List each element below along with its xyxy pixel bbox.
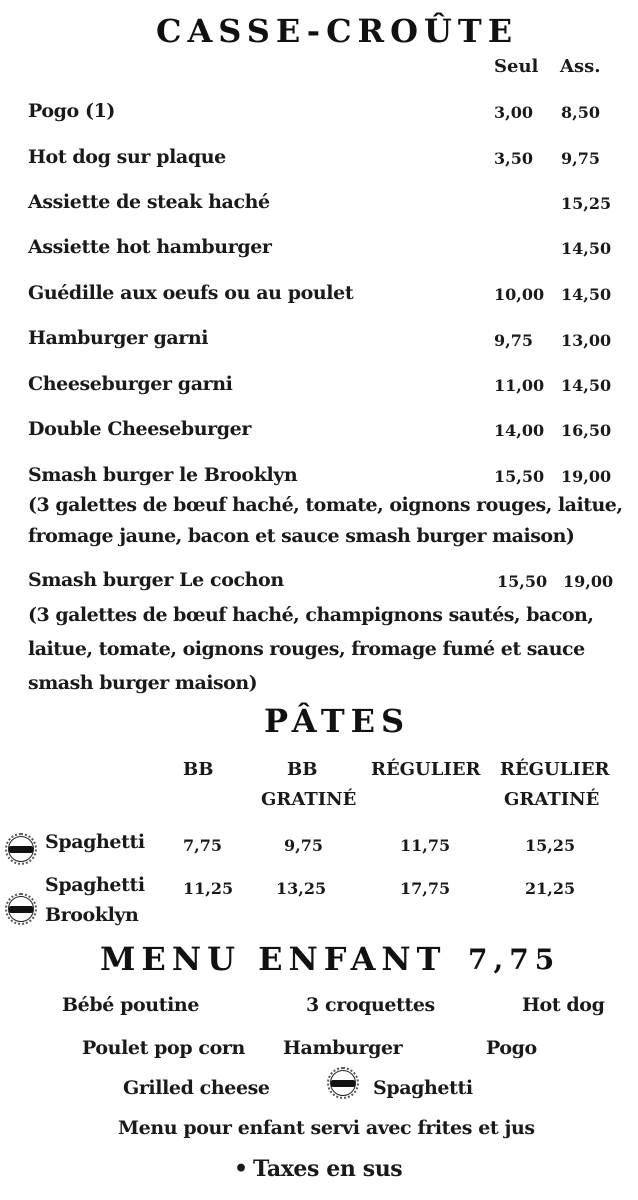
pates-item-name-line2: Brooklyn bbox=[45, 904, 139, 926]
pates-header-bb-gratine-2: GRATINÉ bbox=[261, 789, 357, 810]
kid-option: Bébé poutine bbox=[62, 994, 200, 1016]
pates-header-regulier-gratine-2: GRATINÉ bbox=[504, 789, 600, 810]
menu-item-name: Cheeseburger garni bbox=[28, 373, 233, 395]
menu-item-price-ass: 9,75 bbox=[561, 149, 600, 168]
restaurant-badge-icon bbox=[8, 896, 34, 922]
restaurant-badge-icon bbox=[330, 1070, 356, 1096]
kid-option: 3 croquettes bbox=[306, 994, 435, 1016]
menu-item-name: Hot dog sur plaque bbox=[28, 146, 226, 168]
menu-item-name: Smash burger Le cochon bbox=[28, 569, 284, 591]
menu-item-price-seul: 3,50 bbox=[494, 149, 533, 168]
pates-price-regulier: 11,75 bbox=[400, 836, 451, 855]
kid-option: Poulet pop corn bbox=[82, 1037, 245, 1059]
menu-item-description: fromage jaune, bacon et sauce smash burger maison) bbox=[28, 525, 575, 547]
menu-item-price-ass: 19,00 bbox=[563, 572, 614, 591]
kid-menu-note: Menu pour enfant servi avec frites et jus bbox=[118, 1117, 535, 1139]
menu-item-name: Smash burger le Brooklyn bbox=[28, 464, 298, 486]
kid-option: Hot dog bbox=[522, 994, 605, 1016]
menu-item-description: laitue, tomate, oignons rouges, fromage fumé et sauce bbox=[28, 638, 585, 660]
menu-item-description: (3 galettes de bœuf haché, champignons sautés, bacon, bbox=[28, 604, 594, 626]
pates-price-bb: 7,75 bbox=[183, 836, 222, 855]
menu-item-price-seul: 15,50 bbox=[497, 572, 548, 591]
pates-price-bb-gratine: 13,25 bbox=[276, 879, 327, 898]
pates-header-bb: BB bbox=[183, 759, 214, 780]
menu-item-price-ass: 13,00 bbox=[561, 331, 612, 350]
bullet-icon: • bbox=[234, 1156, 248, 1182]
kid-option: Pogo bbox=[486, 1037, 537, 1059]
kid-option: Hamburger bbox=[283, 1037, 403, 1059]
menu-item-price-seul: 11,00 bbox=[494, 376, 545, 395]
menu-item-price-ass: 16,50 bbox=[561, 421, 612, 440]
menu-item-name: Pogo (1) bbox=[28, 100, 116, 122]
menu-item-price-seul: 14,00 bbox=[494, 421, 545, 440]
pates-price-regulier-gratine: 15,25 bbox=[525, 836, 576, 855]
menu-enfant-price: 7,75 bbox=[468, 943, 561, 976]
pates-title: PÂTES bbox=[264, 702, 411, 740]
pates-item-name: Spaghetti bbox=[45, 874, 145, 896]
menu-item-price-ass: 14,50 bbox=[561, 376, 612, 395]
menu-item-price-ass: 14,50 bbox=[561, 285, 612, 304]
menu-item-price-seul: 10,00 bbox=[494, 285, 545, 304]
menu-item-name: Hamburger garni bbox=[28, 327, 209, 349]
pates-header-bb-gratine-1: BB bbox=[287, 759, 318, 780]
menu-item-name: Assiette hot hamburger bbox=[28, 236, 272, 258]
menu-item-name: Double Cheeseburger bbox=[28, 418, 251, 440]
menu-item-description: smash burger maison) bbox=[28, 672, 258, 694]
pates-header-regulier: RÉGULIER bbox=[371, 759, 481, 780]
menu-item-price-ass: 15,25 bbox=[561, 194, 612, 213]
menu-item-name: Assiette de steak haché bbox=[28, 191, 270, 213]
restaurant-badge-icon bbox=[8, 836, 34, 862]
pates-header-regulier-gratine-1: RÉGULIER bbox=[500, 759, 610, 780]
menu-item-description: (3 galettes de bœuf haché, tomate, oignons rouges, laitue, bbox=[28, 494, 623, 516]
kid-option: Grilled cheese bbox=[123, 1077, 270, 1099]
pates-item-name: Spaghetti bbox=[45, 831, 145, 853]
pates-price-bb: 11,25 bbox=[183, 879, 234, 898]
pates-price-bb-gratine: 9,75 bbox=[284, 836, 323, 855]
menu-item-name: Guédille aux oeufs ou au poulet bbox=[28, 282, 354, 304]
menu-item-price-seul: 9,75 bbox=[494, 331, 533, 350]
col-header-ass: Ass. bbox=[560, 56, 601, 77]
menu-item-price-seul: 15,50 bbox=[494, 467, 545, 486]
menu-item-price-seul: 3,00 bbox=[494, 103, 533, 122]
menu-enfant-title: MENU ENFANT bbox=[100, 940, 447, 978]
col-header-seul: Seul bbox=[494, 56, 539, 77]
menu-item-price-ass: 8,50 bbox=[561, 103, 600, 122]
pates-price-regulier-gratine: 21,25 bbox=[525, 879, 576, 898]
menu-item-price-ass: 19,00 bbox=[561, 467, 612, 486]
kid-option: Spaghetti bbox=[373, 1077, 473, 1099]
pates-price-regulier: 17,75 bbox=[400, 879, 451, 898]
menu-item-price-ass: 14,50 bbox=[561, 239, 612, 258]
casse-croute-title: CASSE-CROÛTE bbox=[156, 12, 519, 50]
taxes-note: Taxes en sus bbox=[253, 1156, 403, 1182]
